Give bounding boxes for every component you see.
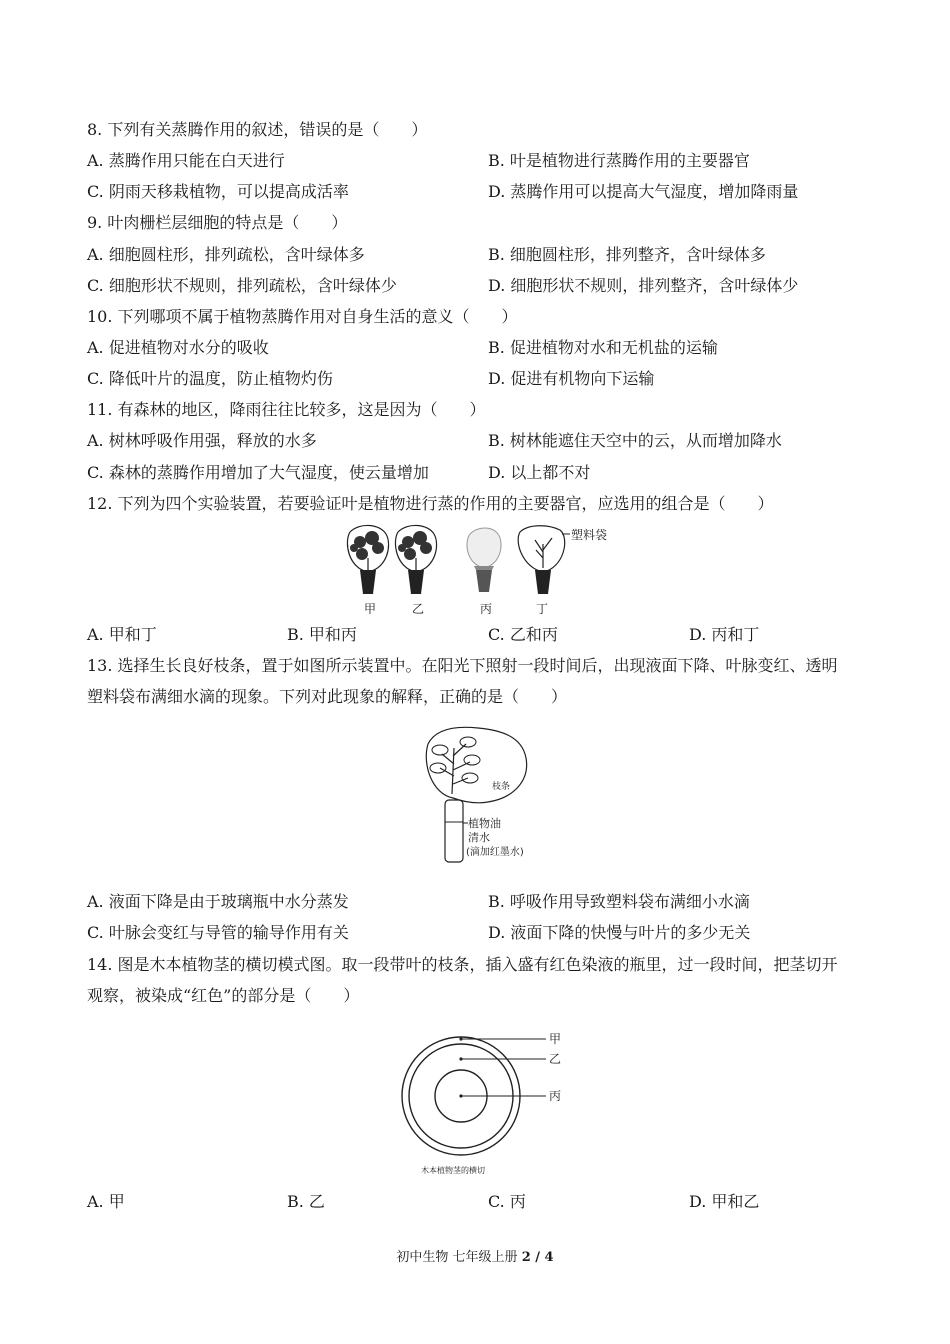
page-number: 2 / 4 bbox=[521, 1250, 554, 1265]
q11-option-c: C. 森林的蒸腾作用增加了大气湿度，使云量增加 bbox=[87, 463, 429, 482]
label-yi: 乙 bbox=[412, 602, 425, 616]
q13-stem-line2: 塑料袋布满细水滴的现象。下列对此现象的解释，正确的是（ ） bbox=[87, 687, 568, 706]
q9-stem: 9. 叶肉栅栏层细胞的特点是（ ） bbox=[87, 213, 348, 232]
q10-option-b: B. 促进植物对水和无机盐的运输 bbox=[488, 338, 718, 357]
q13-apparatus-figure bbox=[418, 724, 548, 872]
q14-option-b: B. 乙 bbox=[287, 1192, 325, 1211]
q8-option-a: A. 蒸腾作用只能在白天进行 bbox=[87, 151, 285, 170]
q12-option-c: C. 乙和丙 bbox=[488, 625, 558, 644]
plastic-bag-outline bbox=[426, 727, 526, 802]
q9-option-c: C. 细胞形状不规则，排列疏松，含叶绿体少 bbox=[87, 276, 397, 295]
q8-option-d: D. 蒸腾作用可以提高大气湿度，增加降雨量 bbox=[488, 182, 799, 201]
label-jia: 甲 bbox=[549, 1032, 562, 1046]
q11-option-a: A. 树林呼吸作用强，释放的水多 bbox=[87, 431, 317, 450]
q14-option-c: C. 丙 bbox=[488, 1192, 526, 1211]
apparatus-bing bbox=[467, 528, 501, 592]
q14-stem-cross-section-figure bbox=[396, 1024, 576, 1180]
footer-text: 初中生物 七年级上册 bbox=[396, 1250, 522, 1265]
q10-stem: 10. 下列哪项不属于植物蒸腾作用对自身生活的意义（ ） bbox=[87, 307, 518, 326]
q13-option-a: A. 液面下降是由于玻璃瓶中水分蒸发 bbox=[87, 892, 349, 911]
q13-option-c: C. 叶脉会变红与导管的输导作用有关 bbox=[87, 923, 349, 942]
q14-option-a: A. 甲 bbox=[87, 1192, 125, 1211]
q13-stem-line1: 13. 选择生长良好枝条，置于如图所示装置中。在阳光下照射一段时间后，出现液面下降、叶脉变红、透明 bbox=[87, 656, 838, 675]
page-footer bbox=[0, 1246, 950, 1265]
oil-label: 植物油 bbox=[468, 817, 501, 830]
q11-stem: 11. 有森林的地区，降雨往往比较多，这是因为（ ） bbox=[87, 400, 486, 419]
label-bing: 丙 bbox=[549, 1089, 562, 1103]
q8-option-c: C. 阴雨天移栽植物，可以提高成活率 bbox=[87, 182, 349, 201]
q12-option-a: A. 甲和丁 bbox=[87, 625, 157, 644]
q8-option-b: B. 叶是植物进行蒸腾作用的主要器官 bbox=[488, 151, 750, 170]
label-ding: 丁 bbox=[536, 602, 549, 616]
plastic-bag-label: 塑料袋 bbox=[571, 528, 608, 542]
q8-stem: 8. 下列有关蒸腾作用的叙述，错误的是（ ） bbox=[87, 120, 428, 139]
q10-option-a: A. 促进植物对水分的吸收 bbox=[87, 338, 269, 357]
figure-caption: 木本植物茎的横切 bbox=[421, 1166, 485, 1175]
q12-option-d: D. 丙和丁 bbox=[689, 625, 760, 644]
apparatus-ding bbox=[518, 526, 570, 594]
q14-stem-line1: 14. 图是木本植物茎的横切模式图。取一段带叶的枝条，插入盛有红色染液的瓶里，过一段时间，把茎切开 bbox=[87, 955, 838, 974]
q13-option-b: B. 呼吸作用导致塑料袋布满细小水滴 bbox=[488, 892, 750, 911]
branch-label: 枝条 bbox=[492, 782, 511, 792]
q14-stem-line2: 观察，被染成“红色”的部分是（ ） bbox=[87, 986, 360, 1005]
red-ink-label: (滴加红墨水) bbox=[466, 847, 524, 858]
label-bing: 丙 bbox=[480, 602, 493, 616]
q11-option-d: D. 以上都不对 bbox=[488, 463, 591, 482]
q13-option-d: D. 液面下降的快慢与叶片的多少无关 bbox=[488, 923, 751, 942]
apparatus-yi bbox=[395, 525, 436, 594]
q12-option-b: B. 甲和丙 bbox=[287, 625, 357, 644]
q9-option-d: D. 细胞形状不规则，排列整齐，含叶绿体少 bbox=[488, 276, 799, 295]
q10-option-c: C. 降低叶片的温度，防止植物灼伤 bbox=[87, 369, 333, 388]
q12-stem: 12. 下列为四个实验装置，若要验证叶是植物进行蒸的作用的主要器官，应选用的组合是（ ） bbox=[87, 494, 774, 513]
glass-bottle bbox=[445, 800, 463, 862]
apparatus-jia bbox=[347, 525, 388, 594]
water-label: 清水 bbox=[468, 831, 490, 844]
q12-apparatus-figure bbox=[338, 522, 618, 618]
q14-option-d: D. 甲和乙 bbox=[689, 1192, 760, 1211]
q11-option-b: B. 树林能遮住天空中的云，从而增加降水 bbox=[488, 431, 782, 450]
q9-option-b: B. 细胞圆柱形，排列整齐，含叶绿体多 bbox=[488, 245, 766, 264]
q10-option-d: D. 促进有机物向下运输 bbox=[488, 369, 655, 388]
label-yi: 乙 bbox=[549, 1052, 562, 1066]
q9-option-a: A. 细胞圆柱形，排列疏松，含叶绿体多 bbox=[87, 245, 365, 264]
label-jia: 甲 bbox=[364, 602, 377, 616]
